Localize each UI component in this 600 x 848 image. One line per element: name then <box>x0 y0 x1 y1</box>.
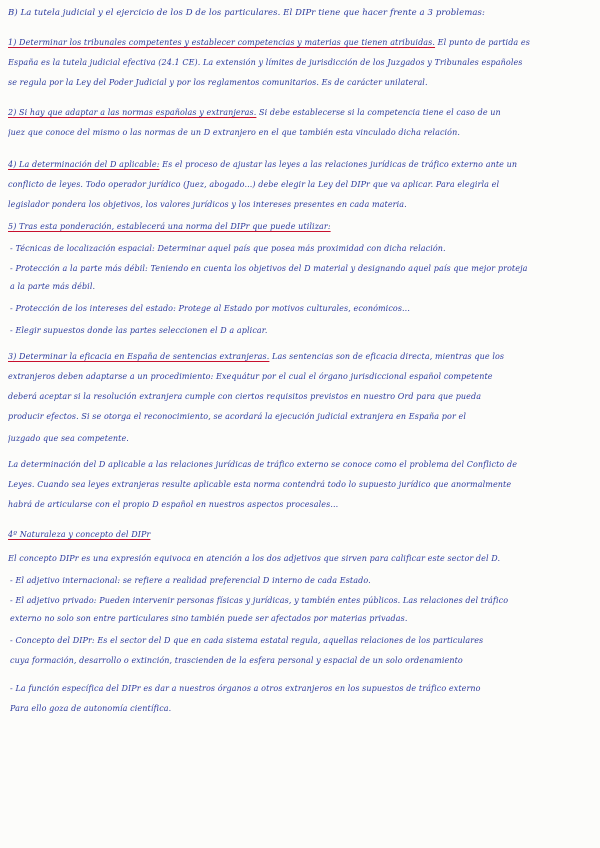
naturaleza-bullet-funcion: - La función específica del DIPr es dar a nuestros órganos a otros extranjeros en los supuestos de tráfico externo <box>10 684 481 693</box>
naturaleza-bullet-concepto-cont: cuya formación, desarrollo o extinción, trascienden de la esfera personal y espacial de un solo ordenamiento <box>10 656 463 665</box>
section-4-line-1: conflicto de leyes. Todo operador jurídico (Juez, abogado...) debe elegir la Ley del DIPr que va aplicar. Para elegirla el <box>8 180 500 189</box>
section-1-heading <box>8 38 593 48</box>
naturaleza-bullet-internacional: - El adjetivo internacional: se refiere a realidad preferencial D interno de cada Estado. <box>10 576 371 585</box>
section-2-underlined-title: 2) Si hay que adaptar a las normas españolas y extranjeras. <box>8 108 257 117</box>
naturaleza-bullet-privado-cont: externo no solo son entre particulares sino también puede ser afectados por materias privadas. <box>10 614 408 623</box>
section-5-bullet-2: - Protección a la parte más débil: Teniendo en cuenta los objetivos del D material y designando aquel país que mejor proteja <box>10 264 528 273</box>
naturaleza-bullet-concepto: - Concepto del DIPr: Es el sector del D que en cada sistema estatal regula, aquellas relaciones de los particulares <box>10 636 484 645</box>
section-2-heading-tail: Si debe establecerse si la competencia tiene el caso de un <box>256 108 501 117</box>
section-4-heading <box>8 160 593 170</box>
section-2-line-1: juez que conoce del mismo o las normas de un D extranjero en el que también esta vinculado dicha relación. <box>8 128 460 137</box>
section-3-line-1: extranjeros deben adaptarse a un procedimiento: Exequátur por el cual el órgano jurisdiccional español competente <box>8 372 493 381</box>
section-1-heading-tail: El punto de partida es <box>435 38 530 47</box>
naturaleza-line-1: El concepto DIPr es una expresión equivoca en atención a los dos adjetivos que sirven para calificar este sector del D. <box>8 554 501 563</box>
section-naturaleza-heading <box>8 530 593 540</box>
naturaleza-bullet-funcion-cont: Para ello goza de autonomía científica. <box>10 704 172 713</box>
section-5-bullet-4: - Elegir supuestos donde las partes seleccionen el D a aplicar. <box>10 326 268 335</box>
section-5-bullet-3: - Protección de los intereses del estado: Protege al Estado por motivos culturales, económicos... <box>10 304 410 313</box>
section-1-line-2: se regula por la Ley del Poder Judicial y por los reglamentos comunitarios. Es de carácter unilateral. <box>8 78 428 87</box>
section-4-heading-tail: Es el proceso de ajustar las leyes a las relaciones jurídicas de tráfico externo ante un <box>159 160 518 169</box>
section-4-underlined-title: 4) La determinación del D aplicable: <box>8 160 160 169</box>
section-3-line-3: producir efectos. Si se otorga el reconocimiento, se acordará la ejecución judicial extranjera en España por el <box>8 412 467 421</box>
section-naturaleza-underlined-title: 4º Naturaleza y concepto del DIPr <box>8 530 151 539</box>
naturaleza-bullet-privado: - El adjetivo privado: Pueden intervenir personas físicas y jurídicas, y también entes públicos. Las relaciones del tráfico <box>10 596 509 605</box>
section-3-line-7: habrá de articularse con el propio D español en nuestros aspectos procesales... <box>8 500 339 509</box>
section-3-line-2: deberá aceptar si la resolución extranjera cumple con ciertos requisitos previstos en nuestro Ord para que pueda <box>8 392 482 401</box>
section-3-underlined-title: 3) Determinar la eficacia en España de sentencias extranjeras. <box>8 352 270 361</box>
section-1-line-1: España es la tutela judicial efectiva (24.1 CE). La extensión y límites de jurisdicción de los Juzgados y Tribunales españoles <box>8 58 523 67</box>
section-3-line-6: Leyes. Cuando sea leyes extranjeras resulte aplicable esta norma contendrá todo lo supuesto jurídico que anormalmente <box>8 480 512 489</box>
section-5-underlined-title: 5) Tras esta ponderación, establecerá una norma del DIPr que puede utilizar: <box>8 222 331 231</box>
section-3-line-5: La determinación del D aplicable a las relaciones jurídicas de tráfico externo se conoce como el problema del Conflicto de <box>8 460 518 469</box>
section-1-underlined-title: 1) Determinar los tribunales competentes y establecer competencias y materias que tienen atribuidas. <box>8 38 436 47</box>
notes-title-line: B) La tutela judicial y el ejercicio de los D de los particulares. El DIPr tiene que hacer frente a 3 problemas: <box>8 8 485 18</box>
section-3-heading-tail: Las sentencias son de eficacia directa, mientras que los <box>269 352 505 361</box>
section-4-line-2: legislador pondera los objetivos, los valores jurídicos y los intereses presentes en cada materia. <box>8 200 407 209</box>
section-2-heading <box>8 108 593 118</box>
section-5-bullet-1: - Técnicas de localización espacial: Determinar aquel país que posea más proximidad con dicha relación. <box>10 244 446 253</box>
section-3-line-4: juzgado que sea competente. <box>8 434 129 443</box>
section-5-heading <box>8 222 593 232</box>
section-5-bullet-2-cont: a la parte más débil. <box>10 282 96 291</box>
section-3-heading <box>8 352 593 362</box>
